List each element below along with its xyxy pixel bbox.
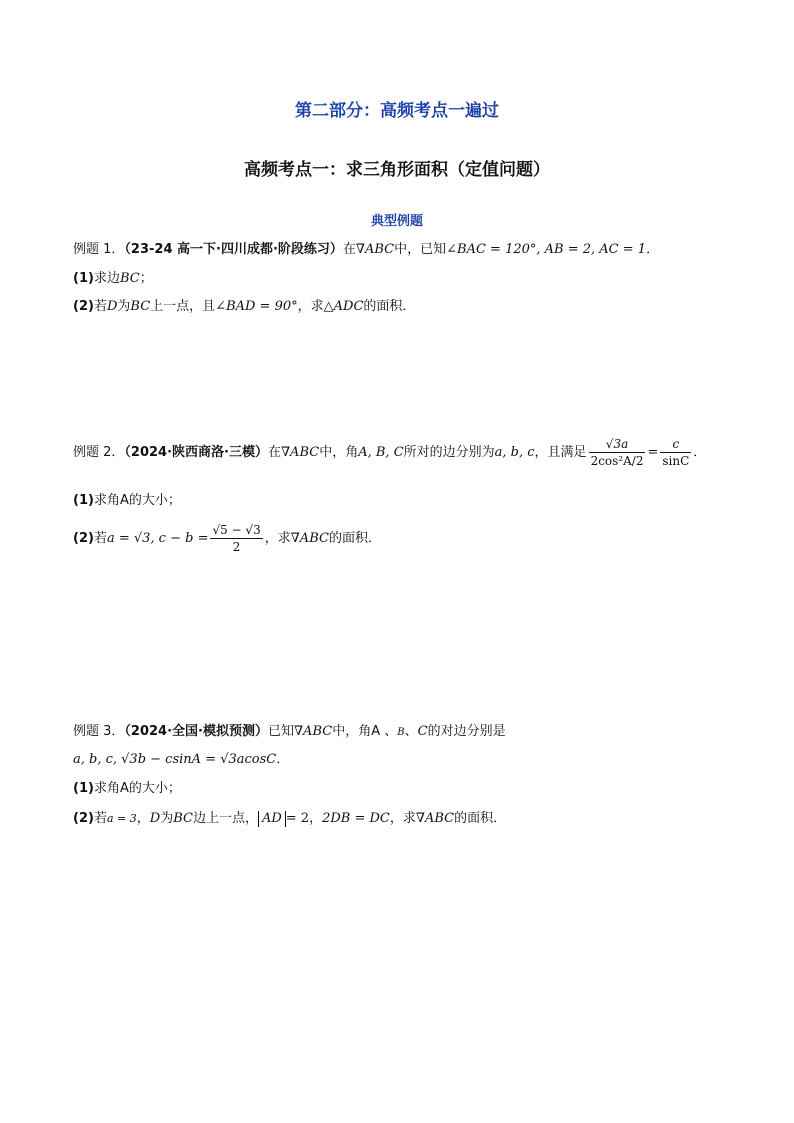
- example2-question1: (1)求角A的大小；: [73, 493, 181, 508]
- example2-fraction-left: $\frac{√3a}{\text{2cos²A/2}}$: [590, 437, 644, 468]
- example3-abs-AD: AD: [258, 811, 286, 827]
- example2-source: （2024·陕西商洛·三模）: [124, 445, 268, 460]
- example3-question2: (2)若a = 3，D为BC边上一点， AD = 2，2DB = DC，求∇ABC的面积．: [73, 811, 507, 826]
- example1-given: ∠BAC = 120°, AB = 2, AC = 1: [446, 242, 647, 257]
- topic-heading: 高频考点一：求三角形面积（定值问题）: [244, 160, 550, 180]
- example2-question2: (2)若a = √3, c − b = $\frac{√5 - √3}{2}$ ，求∇ABC的面积．: [73, 523, 381, 554]
- example3-question1: (1)求角A的大小；: [73, 781, 181, 796]
- example1-question2: (2)若D为BC上一点，且∠BAD = 90°，求△ADC的面积．: [73, 299, 416, 314]
- example2-q2-fraction: $\frac{√5 - √3}{2}$: [212, 523, 261, 554]
- example1-triangle: ∇ABC: [355, 242, 395, 257]
- example2-fraction-right: $\frac{c}{\sin C}$: [662, 437, 690, 468]
- example1-label: 例题 1．: [73, 242, 125, 257]
- examples-heading: 典型例题: [370, 214, 423, 229]
- example2-label: 例题 2．: [73, 445, 125, 460]
- example3-source: （2024·全国·模拟预测）: [124, 724, 268, 739]
- part-heading: 第二部分：高频考点一遍过: [295, 101, 499, 121]
- example1-question1: (1)求边BC；: [73, 271, 153, 286]
- example1-statement: 例题 1．（23-24 高一下·四川成都·阶段练习）在∇ABC中，已知∠BAC = 120°, AB = 2, AC = 1．: [73, 242, 660, 257]
- example3-condition: a, b, c, √3b − csinA = √3acosC．: [73, 752, 290, 767]
- example3-statement: 例题 3．（2024·全国·模拟预测）已知∇ABC中，角A 、B、C的对边分别是: [73, 724, 506, 739]
- example1-source: （23-24 高一下·四川成都·阶段练习）: [124, 242, 343, 257]
- example3-label: 例题 3．: [73, 724, 125, 739]
- example2-statement: 例题 2．（2024·陕西商洛·三模）在∇ABC中，角A, B, C所对的边分别为a, b, c，且满足 $\frac{√3a}{\text{2cos²A/2}}$ = $\frac{c}{\sin C}$ ．: [73, 437, 707, 468]
